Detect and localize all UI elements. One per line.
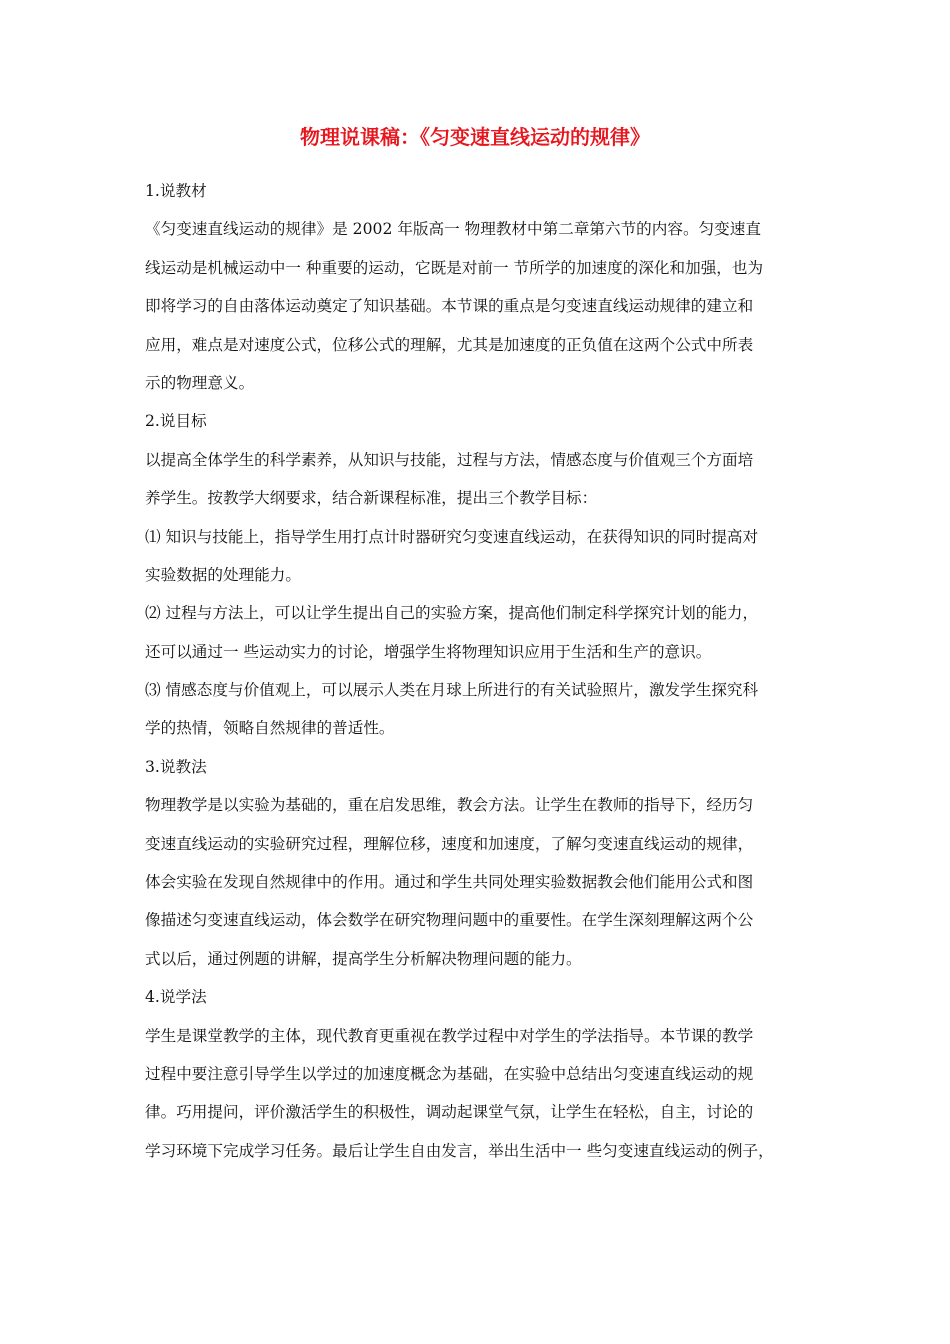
text-line: 示的物理意义。 <box>145 373 255 392</box>
text-line: 2.说目标 <box>145 412 207 431</box>
text-line: 《匀变速直线运动的规律》是 2002 年版高一 物理教材中第二章第六节的内容。匀变速直 <box>145 220 761 239</box>
text-line: 养学生。按教学大纲要求，结合新课程标准，提出三个教学目标： <box>145 489 598 508</box>
text-line: 式以后，通过例题的讲解，提高学生分析解决物理问题的能力。 <box>145 949 582 968</box>
text-line: 还可以通过一 些运动实力的讨论，增强学生将物理知识应用于生活和生产的意识。 <box>145 642 712 661</box>
text-line: 3.说教法 <box>145 757 207 776</box>
text-line: 像描述匀变速直线运动，体会数学在研究物理问题中的重要性。在学生深刻理解这两个公 <box>145 911 754 930</box>
text-line: 体会实验在发现自然规律中的作用。通过和学生共同处理实验数据教会他们能用公式和图 <box>145 873 754 892</box>
text-line: 学的热情，领略自然规律的普适性。 <box>145 719 395 738</box>
text-line: ⑵ 过程与方法上，可以让学生提出自己的实验方案，提高他们制定科学探究计划的能力， <box>145 604 759 623</box>
text-line: 线运动是机械运动中一 种重要的运动，它既是对前一 节所学的加速度的深化和加强，也为 <box>145 258 764 277</box>
text-line: 物理教学是以实验为基础的，重在启发思维，教会方法。让学生在教师的指导下，经历匀 <box>145 796 754 815</box>
document-title: 物理说课稿：《匀变速直线运动的规律》 <box>300 125 650 149</box>
text-line: 应用，难点是对速度公式，位移公式的理解，尤其是加速度的正负值在这两个公式中所表 <box>145 335 754 354</box>
text-line: 即将学习的自由落体运动奠定了知识基础。本节课的重点是匀变速直线运动规律的建立和 <box>145 297 754 316</box>
text-line: 4.说学法 <box>145 988 207 1007</box>
text-line: 律。巧用提问，评价激活学生的积极性，调动起课堂气氛，让学生在轻松，自主，讨论的 <box>145 1103 754 1122</box>
text-line: 1.说教材 <box>145 182 207 200</box>
text-line: 过程中要注意引导学生以学过的加速度概念为基础，在实验中总结出匀变速直线运动的规 <box>145 1064 754 1083</box>
text-line: ⑴ 知识与技能上，指导学生用打点计时器研究匀变速直线运动，在获得知识的同时提高对 <box>145 527 759 546</box>
document-body <box>145 172 815 1170</box>
text-line: 学生是课堂教学的主体，现代教育更重视在教学过程中对学生的学法指导。本节课的教学 <box>145 1026 754 1045</box>
text-line: 实验数据的处理能力。 <box>145 565 301 584</box>
text-line: 变速直线运动的实验研究过程，理解位移，速度和加速度，了解匀变速直线运动的规律， <box>145 834 754 853</box>
text-line: 学习环境下完成学习任务。最后让学生自由发言，举出生活中一 些匀变速直线运动的例子， <box>145 1141 774 1160</box>
text-line: 以提高全体学生的科学素养，从知识与技能，过程与方法，情感态度与价值观三个方面培 <box>145 450 754 469</box>
text-line: ⑶ 情感态度与价值观上，可以展示人类在月球上所进行的有关试验照片，激发学生探究科 <box>145 681 759 700</box>
